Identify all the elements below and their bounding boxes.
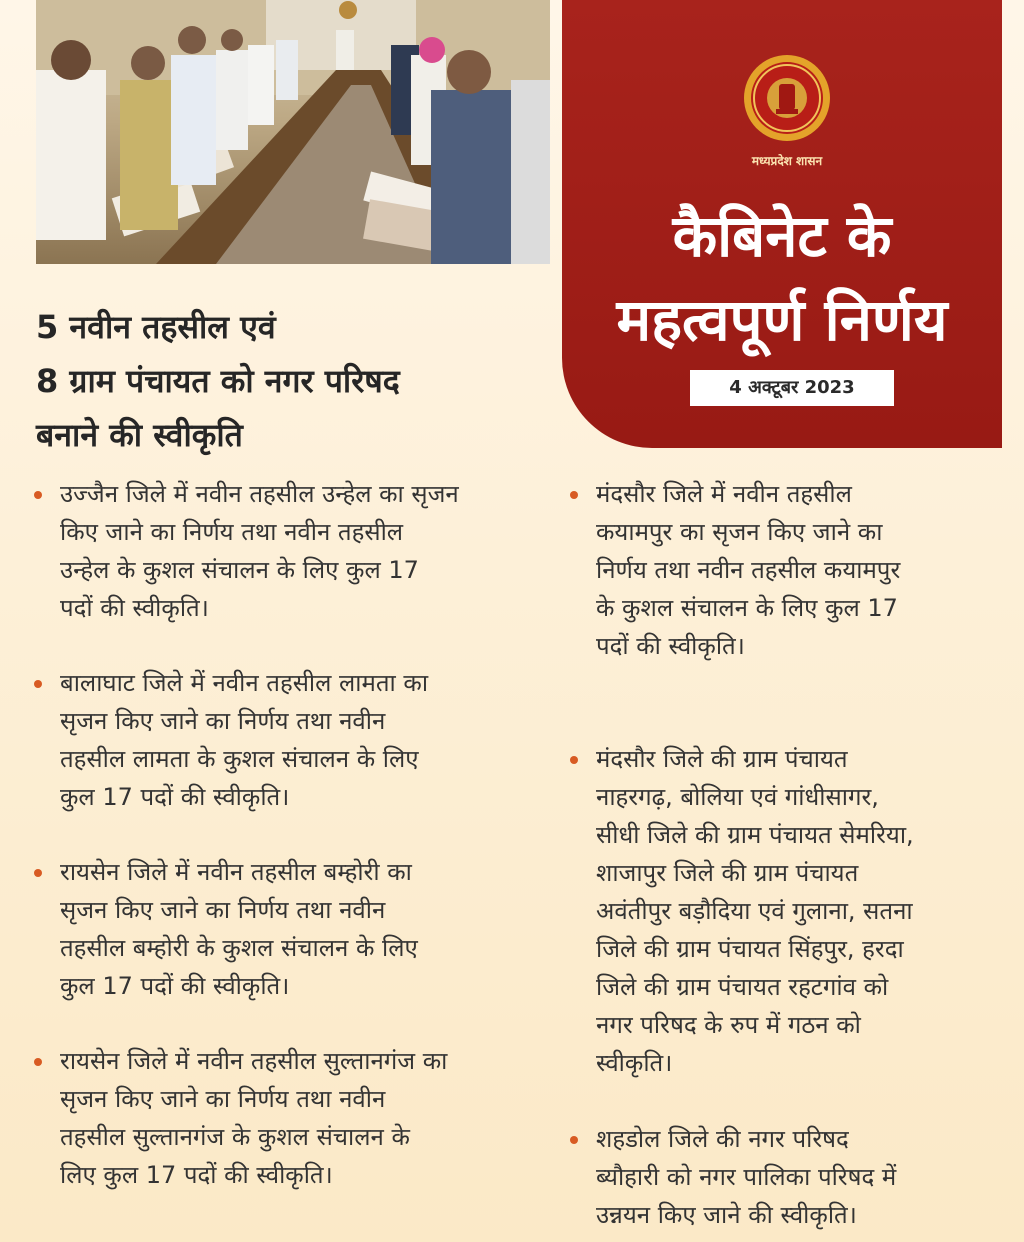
item-line: के कुशल संचालन के लिए कुल 17 — [596, 594, 898, 622]
madhya-pradesh-emblem-icon — [743, 54, 831, 142]
list-item — [570, 1120, 1002, 1234]
item-line: लिए कुल 17 पदों की स्वीकृति। — [60, 1161, 333, 1189]
bullet-icon — [34, 1058, 42, 1066]
item-line: नगर परिषद के रुप में गठन को — [596, 1011, 861, 1039]
item-line: कुल 17 पदों की स्वीकृति। — [60, 972, 290, 1000]
bullet-icon — [570, 491, 578, 499]
item-line: शहडोल जिले की नगर परिषद — [596, 1125, 849, 1153]
bullet-icon — [570, 1136, 578, 1144]
item-line: सृजन किए जाने का निर्णय तथा नवीन — [60, 1085, 386, 1113]
bullet-icon — [34, 869, 42, 877]
item-line: रायसेन जिले में नवीन तहसील सुल्तानगंज का — [60, 1047, 448, 1075]
list-item — [34, 1042, 554, 1194]
emblem-caption: मध्यप्रदेश शासन — [751, 154, 823, 168]
item-line: जिले की ग्राम पंचायत सिंहपुर, हरदा — [596, 935, 904, 963]
item-line: मंदसौर जिले में नवीन तहसील — [596, 480, 852, 508]
item-line: अवंतीपुर बड़ौदिया एवं गुलाना, सतना — [596, 897, 913, 925]
item-line: ब्यौहारी को नगर पालिका परिषद में — [596, 1163, 897, 1191]
item-line: तहसील सुल्तानगंज के कुशल संचालन के — [60, 1123, 410, 1151]
cabinet-meeting-photo — [36, 0, 550, 264]
headline-line: 5 नवीन तहसील एवं — [36, 308, 276, 346]
headline-line: 8 ग्राम पंचायत को नगर परिषद — [36, 362, 400, 400]
date-badge: 4 अक्टूबर 2023 — [690, 370, 894, 406]
bullet-icon — [34, 491, 42, 499]
item-line: रायसेन जिले में नवीन तहसील बम्होरी का — [60, 858, 412, 886]
header-panel — [562, 0, 1002, 448]
bullet-icon — [34, 680, 42, 688]
item-line: स्वीकृति। — [596, 1049, 673, 1077]
item-line: निर्णय तथा नवीन तहसील कयामपुर — [596, 556, 901, 584]
item-line: कुल 17 पदों की स्वीकृति। — [60, 783, 290, 811]
item-line: शाजापुर जिले की ग्राम पंचायत — [596, 859, 859, 887]
item-line: पदों की स्वीकृति। — [60, 594, 209, 622]
list-item — [34, 475, 554, 627]
item-line: तहसील बम्होरी के कुशल संचालन के लिए — [60, 934, 418, 962]
item-line: उज्जैन जिले में नवीन तहसील उन्हेल का सृजन — [60, 480, 459, 508]
item-line: सृजन किए जाने का निर्णय तथा नवीन — [60, 896, 386, 924]
item-line: उन्हेल के कुशल संचालन के लिए कुल 17 — [60, 556, 419, 584]
list-item — [570, 475, 1002, 665]
item-line: तहसील लामता के कुशल संचालन के लिए — [60, 745, 419, 773]
item-line: नाहरगढ़, बोलिया एवं गांधीसागर, — [596, 783, 879, 811]
headline — [36, 300, 556, 462]
list-item — [570, 740, 1002, 1082]
item-line: पदों की स्वीकृति। — [596, 632, 745, 660]
panel-title-line2: महत्वपूर्ण निर्णय — [616, 286, 948, 354]
item-line: मंदसौर जिले की ग्राम पंचायत — [596, 745, 848, 773]
item-line: कयामपुर का सृजन किए जाने का — [596, 518, 883, 546]
list-item — [34, 664, 554, 816]
item-line: उन्नयन किए जाने की स्वीकृति। — [596, 1201, 857, 1229]
item-line: सृजन किए जाने का निर्णय तथा नवीन — [60, 707, 386, 735]
list-item — [34, 853, 554, 1005]
headline-line: बनाने की स्वीकृति — [36, 416, 243, 454]
panel-title-line1: कैबिनेट के — [672, 202, 892, 270]
item-line: जिले की ग्राम पंचायत रहटगांव को — [596, 973, 889, 1001]
bullet-icon — [570, 756, 578, 764]
item-line: सीधी जिले की ग्राम पंचायत सेमरिया, — [596, 821, 914, 849]
meeting-illustration — [36, 0, 550, 264]
item-line: किए जाने का निर्णय तथा नवीन तहसील — [60, 518, 404, 546]
item-line: बालाघाट जिले में नवीन तहसील लामता का — [60, 669, 429, 697]
